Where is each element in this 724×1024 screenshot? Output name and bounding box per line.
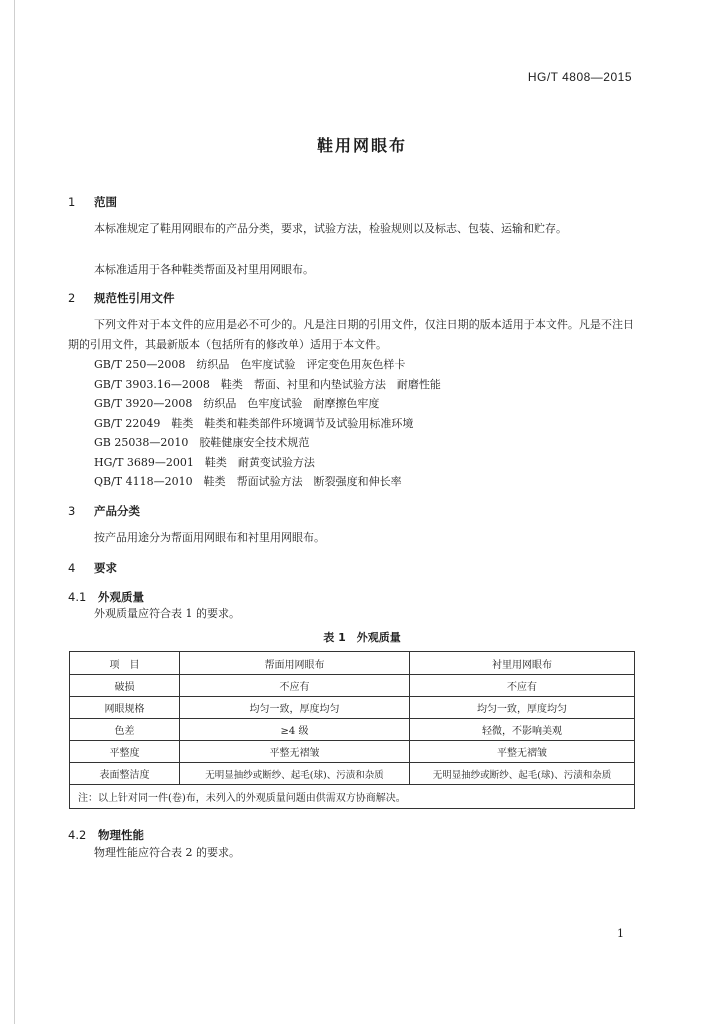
table-cell: 无明显抽纱或断纱、起毛(球)、污渍和杂质 bbox=[410, 763, 635, 785]
section-4-2-heading bbox=[68, 827, 144, 843]
reference-item: GB/T 3920—2008 纺织品 色牢度试验 耐摩擦色牢度 bbox=[94, 397, 380, 410]
table-row bbox=[70, 697, 635, 719]
table-row bbox=[70, 675, 635, 697]
section-title: 产品分类 bbox=[94, 504, 140, 518]
table-row bbox=[70, 719, 635, 741]
table-header-cell: 项 目 bbox=[70, 652, 180, 675]
table-cell: 不应有 bbox=[180, 675, 410, 697]
table-note: 注：以上针对同一件(卷)布，未列入的外观质量问题由供需双方协商解决。 bbox=[70, 785, 635, 809]
section-number: 1 bbox=[68, 195, 76, 209]
reference-item: QB/T 4118—2010 鞋类 帮面试验方法 断裂强度和伸长率 bbox=[94, 475, 402, 488]
table-cell: 平整无褶皱 bbox=[180, 741, 410, 763]
table-header-cell: 衬里用网眼布 bbox=[410, 652, 635, 675]
section-number: 4.1 bbox=[68, 590, 87, 604]
table-row bbox=[70, 741, 635, 763]
section-1-paragraph-1: 本标准规定了鞋用网眼布的产品分类，要求，试验方法，检验规则以及标志、包装、运输和贮存。 bbox=[94, 222, 567, 235]
table-cell: 轻微，不影响美观 bbox=[410, 719, 635, 741]
table-cell: 无明显抽纱或断纱、起毛(球)、污渍和杂质 bbox=[180, 763, 410, 785]
table-note-row bbox=[70, 785, 635, 809]
section-4-heading bbox=[68, 560, 117, 576]
reference-item: GB/T 3903.16—2008 鞋类 帮面、衬里和内垫试验方法 耐磨性能 bbox=[94, 378, 441, 391]
section-title: 要求 bbox=[94, 561, 117, 575]
table-cell: 不应有 bbox=[410, 675, 635, 697]
section-title: 规范性引用文件 bbox=[94, 291, 175, 305]
table-cell: 均匀一致，厚度均匀 bbox=[410, 697, 635, 719]
section-4-1-paragraph: 外观质量应符合表 1 的要求。 bbox=[94, 607, 240, 620]
section-4-2-paragraph: 物理性能应符合表 2 的要求。 bbox=[94, 846, 240, 859]
section-3-paragraph-1: 按产品用途分为帮面用网眼布和衬里用网眼布。 bbox=[94, 531, 325, 544]
table-cell: 破损 bbox=[70, 675, 180, 697]
section-1-paragraph-2: 本标准适用于各种鞋类帮面及衬里用网眼布。 bbox=[94, 263, 314, 276]
table-cell: 平整度 bbox=[70, 741, 180, 763]
table-1-caption: 表 1 外观质量 bbox=[323, 631, 401, 644]
table-header-cell: 帮面用网眼布 bbox=[180, 652, 410, 675]
section-number: 3 bbox=[68, 504, 76, 518]
table-row bbox=[70, 763, 635, 785]
table-cell: 色差 bbox=[70, 719, 180, 741]
section-number: 2 bbox=[68, 291, 76, 305]
section-1-heading bbox=[68, 194, 117, 210]
reference-item: HG/T 3689—2001 鞋类 耐黄变试验方法 bbox=[94, 456, 315, 469]
table-cell: 网眼规格 bbox=[70, 697, 180, 719]
table-cell: ≥4 级 bbox=[180, 719, 410, 741]
section-title: 外观质量 bbox=[98, 590, 144, 604]
standard-code: HG/T 4808—2015 bbox=[527, 70, 632, 84]
section-title: 物理性能 bbox=[98, 828, 144, 842]
table-header-row bbox=[70, 652, 635, 675]
page-number: 1 bbox=[617, 927, 624, 940]
section-number: 4.2 bbox=[68, 828, 87, 842]
section-4-1-heading bbox=[68, 589, 144, 605]
appearance-quality-table bbox=[69, 651, 635, 809]
reference-item: GB/T 22049 鞋类 鞋类和鞋类部件环境调节及试验用标准环境 bbox=[94, 417, 414, 430]
reference-item: GB/T 250—2008 纺织品 色牢度试验 评定变色用灰色样卡 bbox=[94, 358, 406, 371]
reference-item: GB 25038—2010 胶鞋健康安全技术规范 bbox=[94, 436, 310, 449]
section-3-heading bbox=[68, 503, 140, 519]
table-cell: 平整无褶皱 bbox=[410, 741, 635, 763]
table-cell: 均匀一致，厚度均匀 bbox=[180, 697, 410, 719]
document-title: 鞋用网眼布 bbox=[316, 136, 407, 155]
section-title: 范围 bbox=[94, 195, 117, 209]
table-cell: 表面整洁度 bbox=[70, 763, 180, 785]
section-2-paragraph-1: 下列文件对于本文件的应用是必不可少的。凡是注日期的引用文件，仅注日期的版本适用于本文件。凡是不注日期的引用文件，其最新版本（包括所有的修改单）适用于本文件。 bbox=[68, 318, 634, 351]
section-number: 4 bbox=[68, 561, 76, 575]
section-2-heading bbox=[68, 290, 175, 306]
